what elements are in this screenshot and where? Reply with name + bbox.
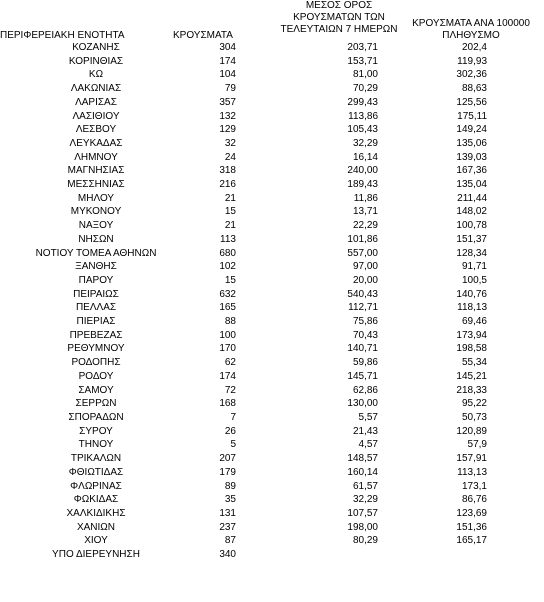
region-cell: ΠΕΙΡΑΙΩΣ bbox=[73, 288, 119, 300]
region-cell: ΛΕΥΚΑΔΑΣ bbox=[69, 137, 123, 149]
region-cell: ΛΗΜΝΟΥ bbox=[74, 151, 118, 163]
table-row bbox=[0, 233, 544, 247]
per-100000-cell: 157,91 bbox=[456, 453, 487, 465]
cases-cell: 318 bbox=[219, 165, 236, 177]
row-spacer bbox=[487, 384, 544, 398]
per-100000-cell: 69,46 bbox=[461, 316, 487, 328]
seven-day-average-cell: 140,71 bbox=[347, 343, 378, 355]
row-spacer bbox=[487, 260, 544, 274]
per-100000-cell: 50,73 bbox=[461, 411, 487, 423]
seven-day-average-cell: 81,00 bbox=[352, 69, 378, 81]
table-row bbox=[0, 274, 544, 288]
row-spacer bbox=[487, 480, 544, 494]
region-cell: ΚΟΡΙΝΘΙΑΣ bbox=[68, 55, 124, 67]
table-row bbox=[0, 205, 544, 219]
table-row bbox=[0, 493, 544, 507]
per-100000-cell: 198,58 bbox=[456, 343, 487, 355]
per-100000-cell: 175,11 bbox=[457, 110, 487, 122]
cases-cell: 129 bbox=[219, 124, 236, 136]
row-spacer bbox=[487, 315, 544, 329]
cases-cell: 5 bbox=[230, 439, 236, 451]
row-spacer bbox=[487, 41, 544, 55]
per-100000-cell: 120,89 bbox=[456, 425, 487, 437]
seven-day-average-cell: 21,43 bbox=[352, 425, 378, 437]
seven-day-average-cell: 299,43 bbox=[347, 96, 378, 108]
seven-day-average-cell: 105,43 bbox=[347, 124, 378, 136]
table-row bbox=[0, 260, 544, 274]
row-spacer bbox=[487, 247, 544, 261]
seven-day-average-cell: 59,86 bbox=[352, 357, 378, 369]
seven-day-average-cell: 148,57 bbox=[347, 453, 378, 465]
cases-cell: 216 bbox=[219, 179, 236, 191]
region-cell: ΠΡΕΒΕΖΑΣ bbox=[69, 329, 123, 341]
row-spacer bbox=[487, 507, 544, 521]
cases-cell: 132 bbox=[219, 110, 236, 122]
per-100000-cell: 100,78 bbox=[456, 220, 487, 232]
table-row bbox=[0, 68, 544, 82]
table-row bbox=[0, 192, 544, 206]
table-row bbox=[0, 247, 544, 261]
row-spacer bbox=[487, 178, 544, 192]
region-cell: ΝΑΞΟΥ bbox=[78, 220, 114, 232]
region-cell: ΥΠΟ ΔΙΕΡΕΥΝΗΣΗ bbox=[52, 549, 140, 561]
region-cell: ΚΟΖΑΝΗΣ bbox=[72, 42, 120, 53]
row-spacer bbox=[487, 164, 544, 178]
region-cell: ΜΥΚΟΝΟΥ bbox=[70, 206, 122, 218]
per-100000-cell bbox=[378, 548, 487, 562]
cases-cell: 131 bbox=[219, 507, 236, 519]
seven-day-average-cell: 130,00 bbox=[347, 398, 378, 410]
table-row bbox=[0, 466, 544, 480]
per-100000-cell: 88,63 bbox=[461, 83, 487, 95]
seven-day-average-cell bbox=[236, 548, 378, 562]
row-spacer bbox=[487, 452, 544, 466]
row-spacer bbox=[487, 356, 544, 370]
region-cell: ΤΡΙΚΑΛΩΝ bbox=[70, 453, 122, 465]
table-row bbox=[0, 480, 544, 494]
table-row bbox=[0, 55, 544, 69]
header-avg-line1: ΜΕΣΟΣ ΟΡΟΣ bbox=[305, 0, 373, 11]
cases-cell: 113 bbox=[220, 233, 236, 245]
seven-day-average-cell: 557,00 bbox=[347, 247, 378, 259]
region-cell: ΝΗΣΩΝ bbox=[78, 233, 114, 245]
region-cell: ΜΕΣΣΗΝΙΑΣ bbox=[67, 179, 125, 191]
cases-cell: 35 bbox=[224, 494, 236, 506]
cases-cell: 165 bbox=[219, 302, 236, 314]
cases-cell: 207 bbox=[219, 453, 236, 465]
per-100000-cell: 86,76 bbox=[461, 494, 487, 506]
region-cell: ΠΕΛΛΑΣ bbox=[75, 302, 117, 314]
row-spacer bbox=[487, 110, 544, 124]
seven-day-average-cell: 32,29 bbox=[352, 494, 378, 506]
region-cell: ΧΑΝΙΩΝ bbox=[76, 521, 116, 533]
row-spacer bbox=[487, 548, 544, 562]
row-spacer bbox=[487, 301, 544, 315]
seven-day-average-cell: 101,86 bbox=[347, 233, 378, 245]
row-spacer bbox=[487, 96, 544, 110]
cases-table bbox=[0, 41, 544, 562]
region-cell: ΛΕΣΒΟΥ bbox=[75, 124, 117, 136]
cases-cell: 179 bbox=[219, 466, 236, 478]
row-spacer bbox=[487, 329, 544, 343]
per-100000-cell: 302,36 bbox=[456, 69, 487, 81]
table-row bbox=[0, 356, 544, 370]
region-cell: ΝΟΤΙΟΥ ΤΟΜΕΑ ΑΘΗΝΩΝ bbox=[35, 247, 157, 259]
region-cell: ΛΑΣΙΘΙΟΥ bbox=[72, 110, 120, 122]
per-100000-cell: 151,36 bbox=[456, 521, 487, 533]
table-row bbox=[0, 438, 544, 452]
seven-day-average-cell: 4,57 bbox=[358, 439, 378, 451]
cases-cell: 24 bbox=[224, 151, 236, 163]
table-row bbox=[0, 342, 544, 356]
region-cell: ΛΑΡΙΣΑΣ bbox=[75, 96, 117, 108]
table-row bbox=[0, 82, 544, 96]
table-row bbox=[0, 534, 544, 548]
seven-day-average-cell: 160,14 bbox=[347, 466, 378, 478]
row-spacer bbox=[487, 82, 544, 96]
table-row bbox=[0, 178, 544, 192]
per-100000-cell: 165,17 bbox=[456, 535, 487, 547]
seven-day-average-cell: 189,43 bbox=[347, 179, 378, 191]
table-row bbox=[0, 370, 544, 384]
table-row bbox=[0, 507, 544, 521]
per-100000-cell: 91,71 bbox=[461, 261, 487, 273]
cases-cell: 21 bbox=[224, 220, 236, 232]
table-row bbox=[0, 521, 544, 535]
region-cell: ΤΗΝΟΥ bbox=[78, 439, 114, 451]
row-spacer bbox=[487, 233, 544, 247]
region-cell: ΜΗΛΟΥ bbox=[77, 192, 115, 204]
row-spacer bbox=[487, 205, 544, 219]
row-spacer bbox=[487, 521, 544, 535]
region-cell: ΧΙΟΥ bbox=[84, 535, 108, 547]
cases-cell: 104 bbox=[219, 69, 236, 81]
seven-day-average-cell: 22,29 bbox=[352, 220, 378, 232]
header-avg-line2: ΚΡΟΥΣΜΑΤΩΝ ΤΩΝ bbox=[293, 12, 385, 23]
per-100000-cell: 218,33 bbox=[456, 384, 487, 396]
region-cell: ΦΛΩΡΙΝΑΣ bbox=[70, 480, 122, 492]
region-cell: ΦΘΙΩΤΙΔΑΣ bbox=[68, 466, 124, 478]
seven-day-average-cell: 32,29 bbox=[352, 137, 378, 149]
per-100000-cell: 57,9 bbox=[467, 439, 487, 451]
region-cell: ΡΟΔΟΠΗΣ bbox=[71, 357, 121, 369]
per-100000-cell: 140,76 bbox=[456, 288, 487, 300]
cases-cell: 26 bbox=[224, 425, 236, 437]
cases-cell: 15 bbox=[224, 206, 236, 218]
cases-cell: 88 bbox=[224, 316, 236, 328]
cases-cell: 237 bbox=[219, 521, 236, 533]
per-100000-cell: 125,56 bbox=[456, 96, 487, 108]
header-region: ΠΕΡΙΦΕΡΕΙΑΚΗ ΕΝΟΤΗΤΑ bbox=[0, 30, 125, 41]
per-100000-cell: 148,02 bbox=[456, 206, 487, 218]
row-spacer bbox=[487, 288, 544, 302]
region-cell: ΦΩΚΙΔΑΣ bbox=[73, 494, 119, 506]
seven-day-average-cell: 112,71 bbox=[348, 302, 378, 314]
per-100000-cell: 149,24 bbox=[456, 124, 487, 136]
per-100000-cell: 119,93 bbox=[457, 55, 487, 67]
row-spacer bbox=[487, 151, 544, 165]
region-cell: ΡΟΔΟΥ bbox=[78, 370, 114, 382]
table-row bbox=[0, 411, 544, 425]
row-spacer bbox=[487, 137, 544, 151]
table-row bbox=[0, 137, 544, 151]
row-spacer bbox=[487, 370, 544, 384]
row-spacer bbox=[487, 493, 544, 507]
region-cell: ΜΑΓΝΗΣΙΑΣ bbox=[67, 165, 125, 177]
table-row bbox=[0, 164, 544, 178]
header-avg-line3: ΤΕΛΕΥΤΑΙΩΝ 7 ΗΜΕΡΩΝ bbox=[280, 24, 398, 35]
per-100000-cell: 135,06 bbox=[456, 137, 487, 149]
cases-cell: 632 bbox=[219, 288, 236, 300]
table-row bbox=[0, 452, 544, 466]
row-spacer bbox=[487, 438, 544, 452]
cases-cell: 100 bbox=[219, 329, 236, 341]
cases-cell: 102 bbox=[219, 261, 236, 273]
table-row bbox=[0, 548, 544, 562]
region-cell: ΣΠΟΡΑΔΩΝ bbox=[68, 411, 124, 423]
seven-day-average-cell: 203,71 bbox=[347, 42, 378, 53]
row-spacer bbox=[487, 192, 544, 206]
table-row bbox=[0, 329, 544, 343]
cases-cell: 170 bbox=[219, 343, 236, 355]
header-per100k-line1: ΚΡΟΥΣΜΑΤΑ ΑΝΑ 100000 bbox=[412, 18, 530, 29]
per-100000-cell: 173,94 bbox=[456, 329, 487, 341]
row-spacer bbox=[487, 425, 544, 439]
row-spacer bbox=[487, 342, 544, 356]
seven-day-average-cell: 61,57 bbox=[352, 480, 378, 492]
region-cell: ΣΑΜΟΥ bbox=[78, 384, 114, 396]
region-cell: ΛΑΚΩΝΙΑΣ bbox=[70, 83, 122, 95]
per-100000-cell: 128,34 bbox=[456, 247, 487, 259]
table-row bbox=[0, 301, 544, 315]
seven-day-average-cell: 198,00 bbox=[347, 521, 378, 533]
region-cell: ΚΩ bbox=[88, 69, 104, 81]
seven-day-average-cell: 20,00 bbox=[352, 274, 378, 286]
region-cell: ΞΑΝΘΗΣ bbox=[75, 261, 117, 273]
table-row bbox=[0, 96, 544, 110]
seven-day-average-cell: 540,43 bbox=[347, 288, 378, 300]
seven-day-average-cell: 80,29 bbox=[352, 535, 378, 547]
seven-day-average-cell: 70,43 bbox=[352, 329, 378, 341]
per-100000-cell: 95,22 bbox=[461, 398, 487, 410]
cases-cell: 21 bbox=[224, 192, 236, 204]
seven-day-average-cell: 62,86 bbox=[352, 384, 378, 396]
cases-cell: 340 bbox=[219, 549, 236, 561]
seven-day-average-cell: 5,57 bbox=[358, 411, 378, 423]
table-row bbox=[0, 151, 544, 165]
per-100000-cell: 211,44 bbox=[457, 192, 487, 204]
cases-cell: 168 bbox=[219, 398, 236, 410]
per-100000-cell: 173,1 bbox=[461, 480, 487, 492]
cases-cell: 357 bbox=[219, 96, 236, 108]
region-cell: ΡΕΘΥΜΝΟΥ bbox=[67, 343, 125, 355]
per-100000-cell: 167,36 bbox=[456, 165, 487, 177]
table-row bbox=[0, 110, 544, 124]
header-cases: ΚΡΟΥΣΜΑΤΑ bbox=[173, 30, 233, 41]
row-spacer bbox=[487, 397, 544, 411]
table-row bbox=[0, 384, 544, 398]
seven-day-average-cell: 240,00 bbox=[347, 165, 378, 177]
row-spacer bbox=[487, 123, 544, 137]
cases-cell: 15 bbox=[224, 274, 236, 286]
header-per100k-line2: ΠΛΗΘΥΣΜΟ bbox=[442, 30, 500, 41]
seven-day-average-cell: 153,71 bbox=[347, 55, 378, 67]
per-100000-cell: 135,04 bbox=[456, 179, 487, 191]
table-row bbox=[0, 123, 544, 137]
cases-cell: 87 bbox=[224, 535, 236, 547]
seven-day-average-cell: 70,29 bbox=[352, 83, 378, 95]
region-cell: ΠΑΡΟΥ bbox=[78, 274, 114, 286]
row-spacer bbox=[487, 68, 544, 82]
cases-cell: 89 bbox=[224, 480, 236, 492]
table-row bbox=[0, 425, 544, 439]
region-cell: ΣΕΡΡΩΝ bbox=[75, 398, 117, 410]
region-cell: ΣΥΡΟΥ bbox=[79, 425, 113, 437]
table-row bbox=[0, 315, 544, 329]
seven-day-average-cell: 13,71 bbox=[352, 206, 378, 218]
seven-day-average-cell: 97,00 bbox=[352, 261, 378, 273]
table-row bbox=[0, 397, 544, 411]
row-spacer bbox=[487, 274, 544, 288]
header-seven-day-average bbox=[258, 0, 420, 36]
seven-day-average-cell: 113,86 bbox=[348, 110, 378, 122]
cases-cell: 174 bbox=[219, 55, 236, 67]
header-cases-per-100000 bbox=[398, 18, 544, 42]
cases-cell: 304 bbox=[219, 42, 236, 53]
per-100000-cell: 123,69 bbox=[456, 507, 487, 519]
per-100000-cell: 139,03 bbox=[456, 151, 487, 163]
seven-day-average-cell: 75,86 bbox=[352, 316, 378, 328]
per-100000-cell: 202,4 bbox=[461, 42, 487, 53]
seven-day-average-cell: 16,14 bbox=[352, 151, 378, 163]
per-100000-cell: 100,5 bbox=[461, 274, 487, 286]
table-row bbox=[0, 219, 544, 233]
per-100000-cell: 151,37 bbox=[456, 233, 487, 245]
cases-cell: 680 bbox=[219, 247, 236, 259]
per-100000-cell: 113,13 bbox=[457, 466, 487, 478]
row-spacer bbox=[487, 534, 544, 548]
seven-day-average-cell: 11,86 bbox=[353, 192, 378, 204]
table-row bbox=[0, 288, 544, 302]
seven-day-average-cell: 145,71 bbox=[347, 370, 378, 382]
cases-cell: 79 bbox=[224, 83, 236, 95]
row-spacer bbox=[487, 466, 544, 480]
cases-cell: 32 bbox=[224, 137, 236, 149]
cases-cell: 62 bbox=[224, 357, 236, 369]
row-spacer bbox=[487, 219, 544, 233]
seven-day-average-cell: 107,57 bbox=[347, 507, 378, 519]
region-cell: ΧΑΛΚΙΔΙΚΗΣ bbox=[66, 507, 126, 519]
per-100000-cell: 145,21 bbox=[456, 370, 487, 382]
cases-cell: 72 bbox=[224, 384, 236, 396]
per-100000-cell: 118,13 bbox=[457, 302, 487, 314]
row-spacer bbox=[487, 55, 544, 69]
row-spacer bbox=[487, 411, 544, 425]
table-body bbox=[0, 41, 544, 562]
per-100000-cell: 55,34 bbox=[461, 357, 487, 369]
region-cell: ΠΙΕΡΙΑΣ bbox=[76, 316, 116, 328]
cases-cell: 174 bbox=[219, 370, 236, 382]
cases-cell: 7 bbox=[230, 411, 236, 423]
table-row bbox=[0, 41, 544, 55]
